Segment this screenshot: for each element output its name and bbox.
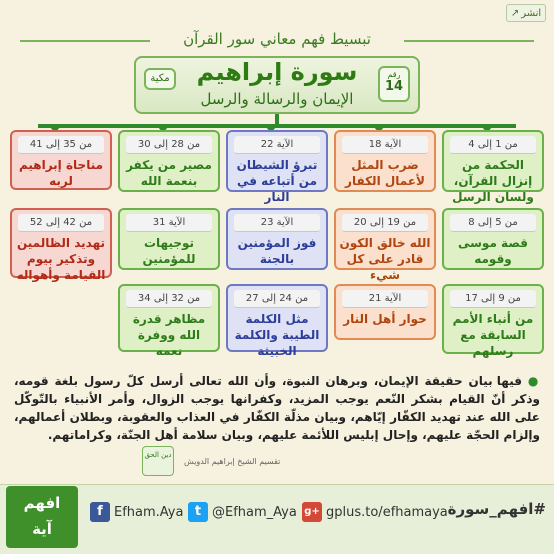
surah-number: 14: [384, 79, 404, 94]
section-title: فوز المؤمنين بالجنة: [237, 236, 317, 266]
share-button[interactable]: [506, 4, 546, 22]
logo-line-1: افهم: [23, 494, 61, 512]
section-card: [10, 208, 112, 282]
section-card: [334, 208, 436, 282]
section-range: الآية 18: [342, 136, 428, 154]
section-title: حوار أهل النار: [343, 312, 427, 326]
section-title: توجيهات للمؤمنين: [142, 236, 196, 266]
hashtag: #افهم_سورة: [447, 500, 546, 518]
section-range: الآية 22: [234, 136, 320, 154]
decorative-line-left: [20, 40, 150, 42]
section-title: مثل الكلمة الطيبة والكلمة الخبيثة: [234, 312, 320, 358]
section-title: مصير من يكفر بنعمة الله: [126, 158, 212, 188]
page-subtitle: تبسيط فهم معاني سور القرآن: [183, 30, 371, 48]
section-card: [118, 130, 220, 192]
section-range: من 1 إلى 4: [450, 136, 536, 154]
section-range: من 5 إلى 8: [450, 214, 536, 232]
surah-title: سورة إبراهيم: [196, 58, 358, 86]
section-title: مظاهر قدرة الله ووفرة نعمه: [132, 312, 206, 358]
section-card: [118, 208, 220, 270]
section-range: من 35 إلى 41: [18, 136, 104, 154]
section-card: [226, 130, 328, 204]
facebook-link[interactable]: [90, 500, 183, 524]
logo-line-2: آية: [32, 520, 52, 538]
section-range: الآية 23: [234, 214, 320, 232]
section-card: [442, 130, 544, 204]
section-card: [442, 284, 544, 358]
twitter-link[interactable]: [188, 500, 297, 524]
section-title: تهديد الظالمين وتذكير بيوم القيامة وأهواله: [16, 236, 106, 282]
section-range: من 19 إلى 20: [342, 214, 428, 232]
section-title: مناجاة إبراهيم لربه: [18, 158, 104, 188]
section-title: الحكمة من إنزال القرآن، ولسان الرسل: [452, 158, 534, 204]
decorative-line-right: [404, 40, 534, 42]
section-title: ضرب المثل لأعمال الكفار: [345, 158, 425, 188]
section-card: [442, 208, 544, 270]
section-card: [118, 284, 220, 358]
tree-branch: [38, 124, 516, 128]
description-text: فيها بيان حقيقة الإيمان، وبرهان النبوة، وأن الله تعالى أرسل كلّ رسول بلغة قومه، وذكر أنّ القيام بشكر النّعم يوجب المزيد، وكفرانها يوجب الزوال، وأمر الأنبياء بالتّوكّل على الله عند تهديد الكفّار إيّاهم، وبيان مذلّة الكفّار في العذاب والعقوبة، وبطلان أعمالهم، وإلزام الحجّة عليهم، وإحال إبليس اللأئمة عليهم، وبيان سلامة أهل الجنّة، وكراماتهم.: [14, 374, 540, 442]
section-range: الآية 31: [126, 214, 212, 232]
bullet-icon: ●: [521, 374, 540, 388]
section-card: [226, 208, 328, 270]
afham-aya-logo: [6, 486, 78, 548]
share-icon: ↗: [510, 7, 520, 19]
section-title: تبرؤ الشيطان من أتباعه في النار: [236, 158, 318, 204]
twitter-icon: t: [188, 502, 208, 522]
section-range: من 42 إلى 52: [18, 214, 104, 232]
gplus-icon: g+: [302, 502, 322, 522]
facebook-handle: Efham.Aya: [114, 504, 184, 520]
section-card: [226, 284, 328, 358]
section-card: [334, 130, 436, 192]
section-card: [334, 284, 436, 340]
surah-type-badge: مكية: [144, 68, 176, 90]
section-range: من 32 إلى 34: [126, 290, 212, 308]
facebook-icon: f: [90, 502, 110, 522]
section-title: قصة موسى وقومه: [457, 236, 529, 266]
section-range: من 24 إلى 27: [234, 290, 320, 308]
section-card: [10, 130, 112, 190]
section-range: من 28 إلى 30: [126, 136, 212, 154]
surah-description: [14, 372, 540, 444]
section-range: الآية 21: [342, 290, 428, 308]
share-label: انشر: [521, 7, 542, 19]
deen-alhaq-logo: دين الحق: [142, 446, 174, 476]
twitter-handle: @Efham_Aya: [212, 504, 297, 520]
gplus-handle: gplus.to/efhamaya: [326, 504, 448, 520]
surah-number-badge: [378, 66, 410, 102]
section-title: من أنباء الأمم السابقة مع رسلهم: [452, 312, 534, 358]
section-title: الله خالق الكون قادر على كل شيء: [339, 236, 431, 282]
surah-number-label: رقم: [387, 70, 401, 79]
credit-text: تقسيم الشيخ إبراهيم الدويش: [184, 457, 281, 466]
section-range: من 9 إلى 17: [450, 290, 536, 308]
surah-theme: الإيمان والرسالة والرسل: [200, 90, 354, 108]
gplus-link[interactable]: [302, 500, 448, 524]
